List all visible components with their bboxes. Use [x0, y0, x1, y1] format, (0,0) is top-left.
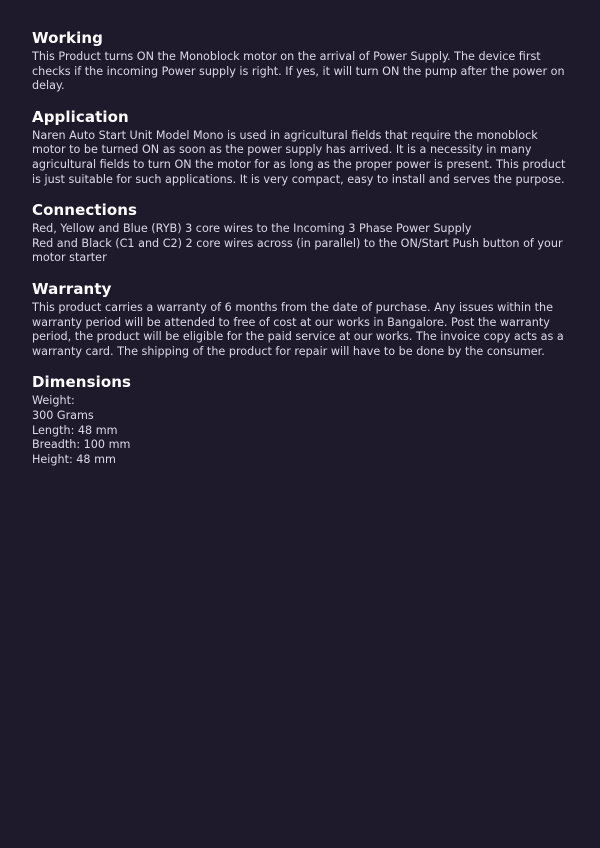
working-section [32, 28, 572, 94]
connections-heading: Connections [32, 201, 138, 220]
dimensions-heading: Dimensions [32, 373, 132, 392]
application-heading: Application [32, 107, 129, 126]
connections-line-1: Red, Yellow and Blue (RYB) 3 core wires to the Incoming 3 Phase Power Supply [32, 222, 472, 236]
working-text: This Product turns ON the Monoblock motor on the arrival of Power Supply. The device first checks if the incoming Power supply is right. If yes, it will turn ON the pump after the power on delay. [32, 50, 565, 93]
document-page [32, 28, 572, 480]
application-text: Naren Auto Start Unit Model Mono is used in agricultural fields that require the monoblock motor to be turned ON as soon as the power supply has arrived. It is a necessity in many agricultural fields to turn ON the motor for as long as the proper power is present. This product is just suitable for such applications. It is very compact, easy to install and serves the purpose. [32, 128, 566, 186]
warranty-section [32, 279, 572, 359]
warranty-text: This product carries a warranty of 6 months from the date of purchase. Any issues within the warranty period will be attended to free of cost at our works in Bangalore. Post the warranty period, the product will be eligible for the paid service at our works. The invoice copy acts as a warranty card. The shipping of the product for repair will have to be done by the consumer. [32, 300, 564, 358]
dimension-length: Length: 48 mm [32, 423, 118, 437]
connections-section [32, 200, 572, 266]
dimension-weight-value: 300 Grams [32, 408, 94, 422]
dimensions-list [32, 394, 572, 467]
warranty-heading: Warranty [32, 279, 112, 298]
working-heading: Working [32, 29, 103, 47]
application-section [32, 107, 572, 187]
dimension-height: Height: 48 mm [32, 452, 116, 466]
connections-line-2: Red and Black (C1 and C2) 2 core wires across (in parallel) to the ON/Start Push button of your motor starter [32, 236, 563, 265]
dimension-breadth: Breadth: 100 mm [32, 438, 131, 452]
dimension-weight-label: Weight: [32, 394, 75, 408]
dimensions-section [32, 372, 572, 467]
